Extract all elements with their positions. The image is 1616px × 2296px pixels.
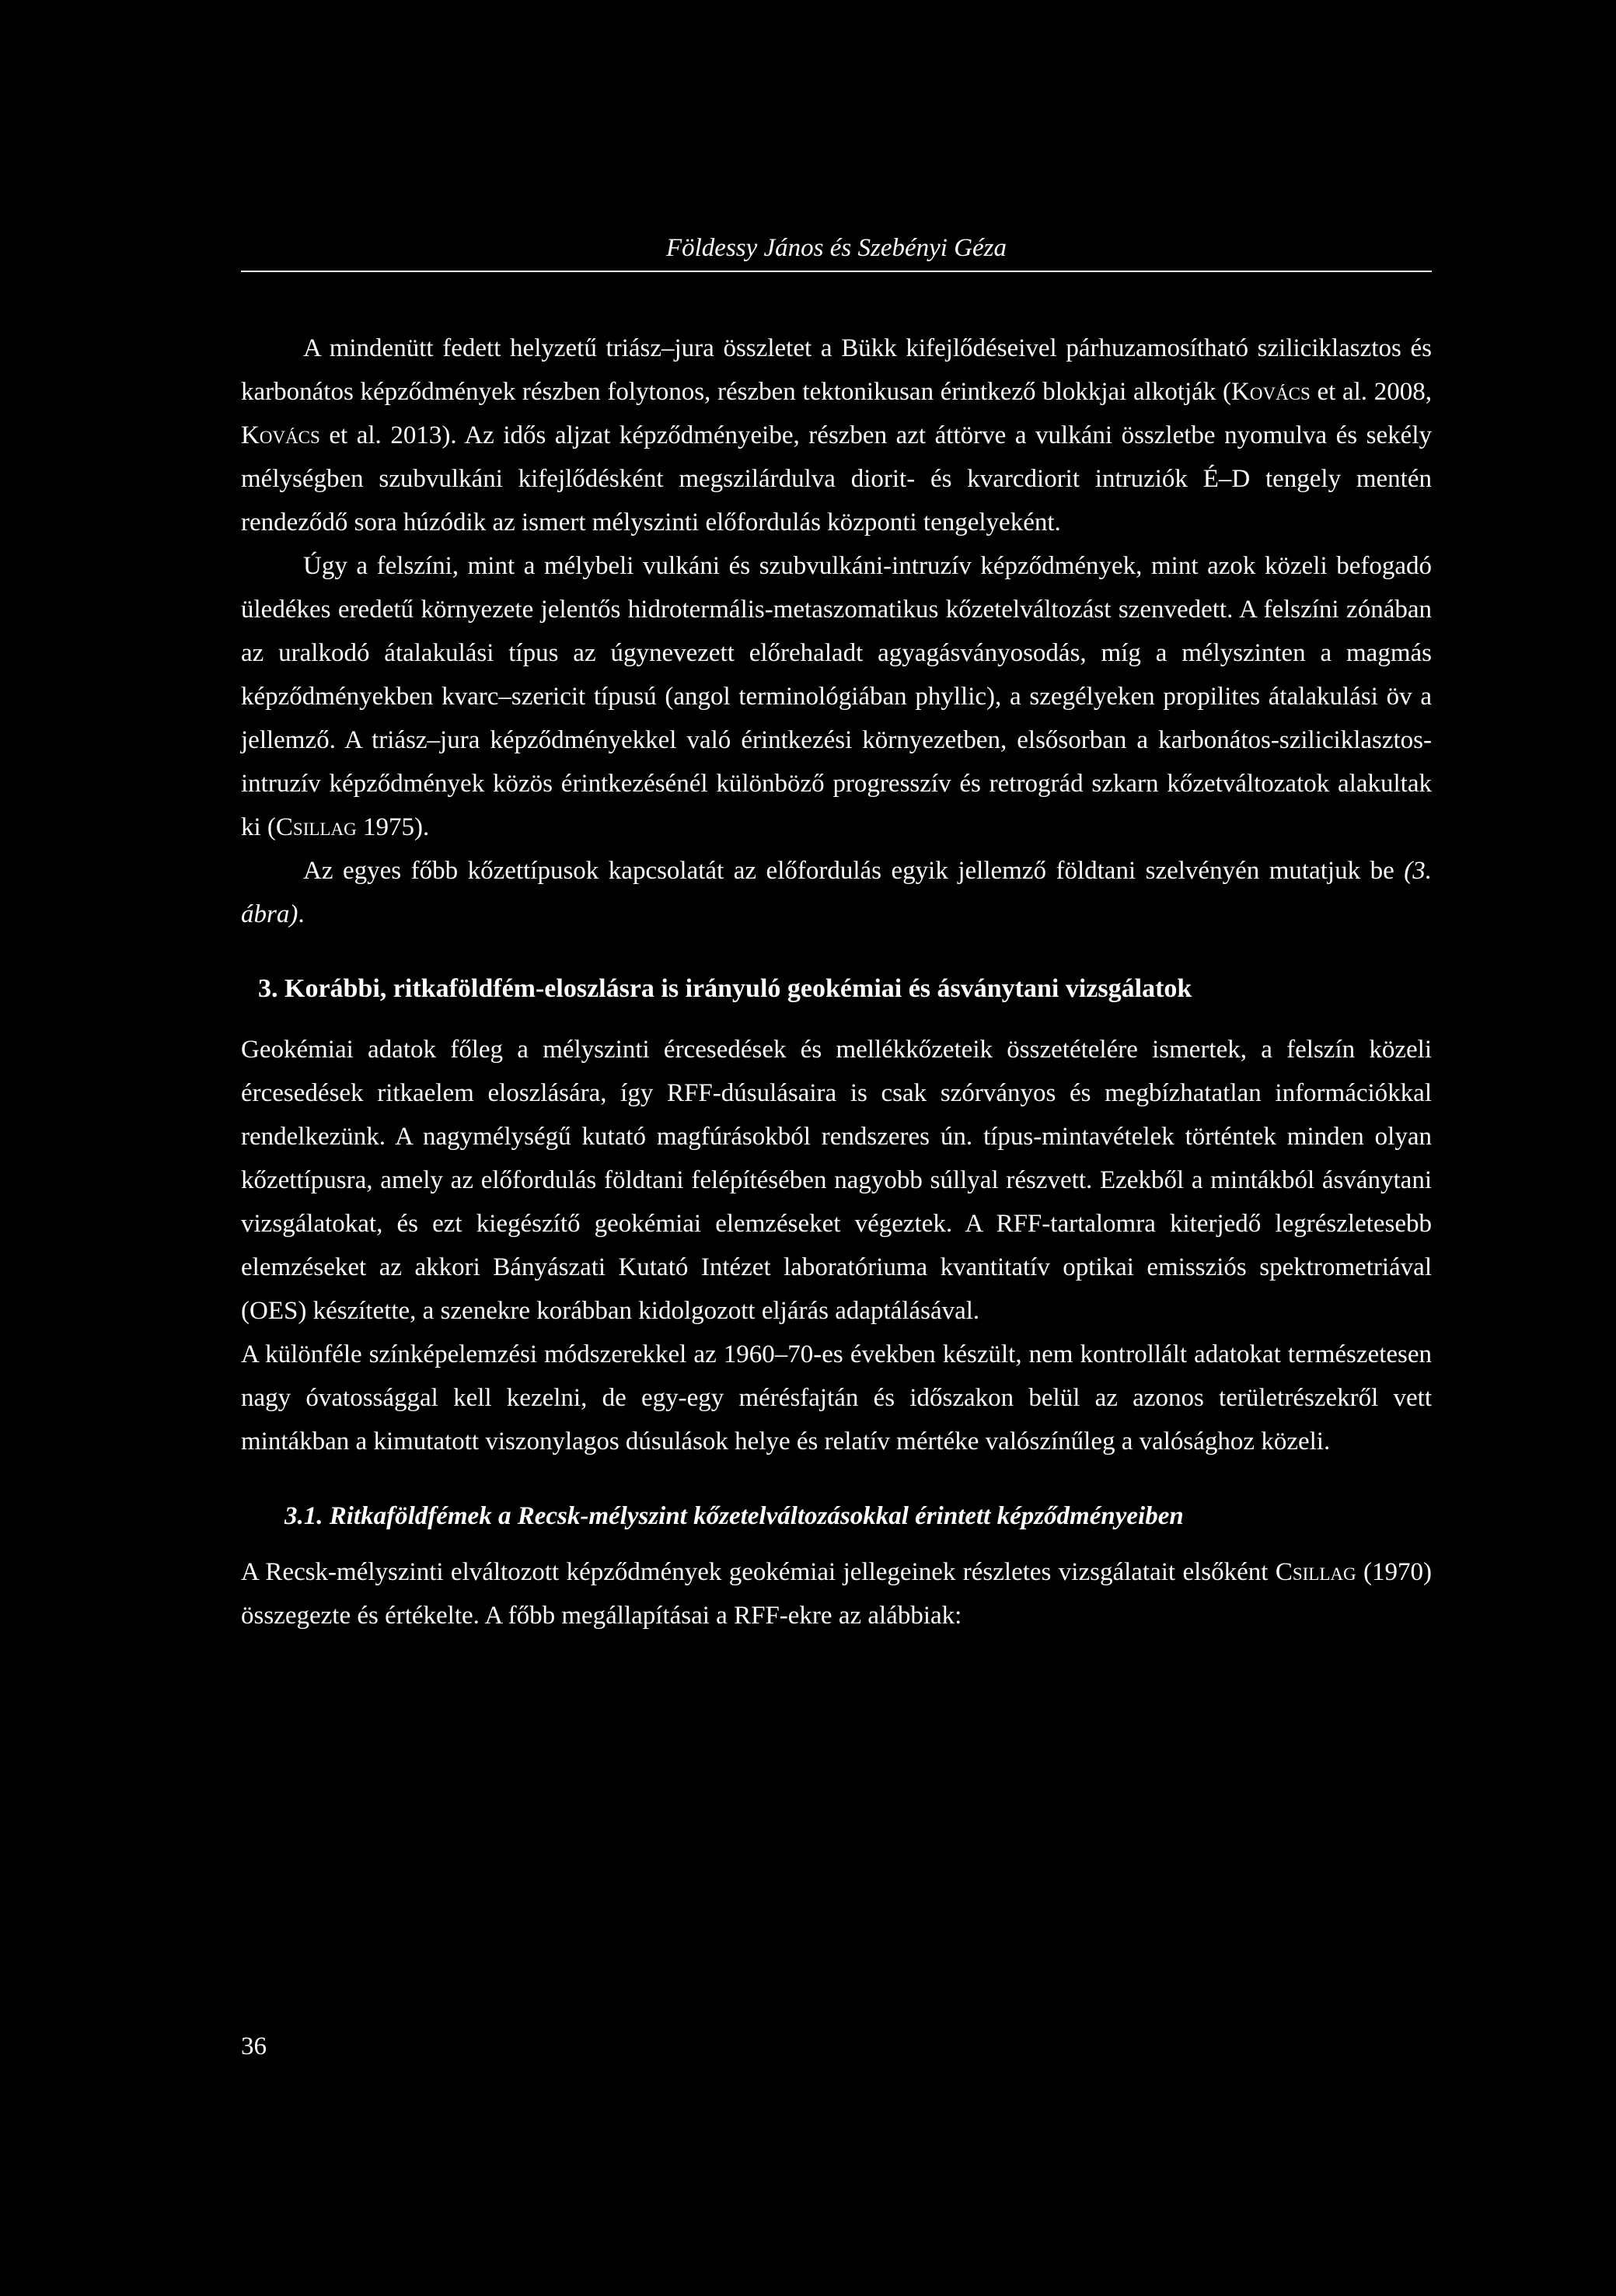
paragraph-text: A Recsk-mélyszinti elváltozott képződmények geokémiai jellegeinek részletes vizsgálatait elsőként (241, 1557, 1276, 1586)
paragraph-recsk-summary (241, 1550, 1432, 1637)
citation-author: Kovács (241, 421, 320, 449)
citation-author: Kovács (1231, 377, 1311, 406)
paragraph-text: et al. 2013). Az idős aljzat képződményeibe, részben azt áttörve a vulkáni összletbe nyomulva és sekély mélységben szubvulkáni kifejlődésként megszilárdulva diorit- és kvarcdiorit intruziók É–D tengely mentén rendeződő sora húzódik az ismert mélyszinti előfordulás központi tengelyeként. (241, 421, 1432, 536)
paragraph-figure-reference (241, 849, 1432, 936)
running-header (241, 233, 1432, 272)
citation-author: Csillag (275, 813, 357, 841)
subsection-heading: 3.1. Ritkaföldfémek a Recsk-mélyszint kőzetelváltozásokkal érintett képződményeiben (284, 1501, 1184, 1530)
section-heading: 3. Korábbi, ritkaföldfém-eloszlásra is irányuló geokémiai és ásványtani vizsgálatok (258, 973, 1192, 1003)
paragraph-geochem-data: Geokémiai adatok főleg a mélyszinti ércesedések és mellékkőzeteik összetételére ismertek, a felszín közeli ércesedések ritkaelem eloszlására, így RFF-dúsulásaira is csak szórványos és megbízhatatlan információkkal rendelkezünk. A nagymélységű kutató magfúrásokból rendszeres ún. típus-mintavételek történtek minden olyan kőzettípusra, amely az előfordulás földtani felépítésében nagyobb súllyal részvett. Ezekből a mintákból ásványtani vizsgálatokat, és ezt kiegészítő geokémiai elemzéseket végeztek. A RFF-tartalomra kiterjedő legrészletesebb elemzéseket az akkori Bányászati Kutató Intézet laboratóriuma kvantitatív optikai emissziós spektrometriával (OES) készítette, a szenekre korábban kidolgozott eljárás adaptálásával. (241, 1035, 1432, 1325)
paragraph-text: . (298, 900, 305, 928)
page-number: 36 (241, 2032, 267, 2060)
running-title: Földessy János és Szebényi Géza (665, 234, 1007, 262)
document-page (241, 233, 1432, 1637)
citation-author: Csillag (1275, 1557, 1356, 1586)
figure-reference: (3. ábra) (241, 856, 1432, 928)
paragraph-text: et al. 2008, (1310, 377, 1432, 406)
paragraph-text: Az egyes főbb kőzettípusok kapcsolatát az előfordulás egyik jellemző földtani szelvényén mutatjuk be (303, 856, 1405, 885)
paragraph-text: 1975). (356, 813, 430, 841)
paragraph-geology-overview (241, 327, 1432, 544)
paragraph-text: A mindenütt fedett helyzetű triász–jura összletet a Bükk kifejlődéseivel párhuzamosítható sziliciklasztos és karbonátos képződmények részben folytonos, részben tektonikusan érintkező blokkjai alkotják ( (241, 334, 1432, 406)
paragraph-text: (1970) összegezte és értékelte. A főbb megállapításai a RFF-ekre az alábbiak: (241, 1557, 1433, 1630)
paragraph-alteration (241, 544, 1432, 849)
paragraph-spectral-methods: A különféle színképelemzési módszerekkel az 1960–70-es években készült, nem kontrollált adatokat természetesen nagy óvatossággal kell kezelni, de egy-egy mérésfajtán és időszakon belül az azonos területrészekről vett mintákban a kimutatott viszonylagos dúsulások helye és relatív mértéke valószínűleg a valósághoz közeli. (241, 1340, 1432, 1456)
paragraph-text: Úgy a felszíni, mint a mélybeli vulkáni és szubvulkáni-intruzív képződmények, mint azok közeli befogadó üledékes eredetű környezete jelentős hidrotermális-metaszomatikus kőzetelváltozást szenvedett. A felszíni zónában az uralkodó átalakulási típus az úgynevezett előrehaladt agyagásványosodás, míg a mélyszinten a magmás képződményekben kvarc–szericit típusú (angol terminológiában phyllic), a szegélyeken propilites átalakulási öv a jellemző. A triász–jura képződményekkel való érintkezési környezetben, elsősorban a karbonátos-sziliciklasztos-intruzív képződmények közös érintkezésénél különböző progresszív és retrográd szkarn kőzetváltozatok alakultak ki ( (241, 551, 1432, 841)
